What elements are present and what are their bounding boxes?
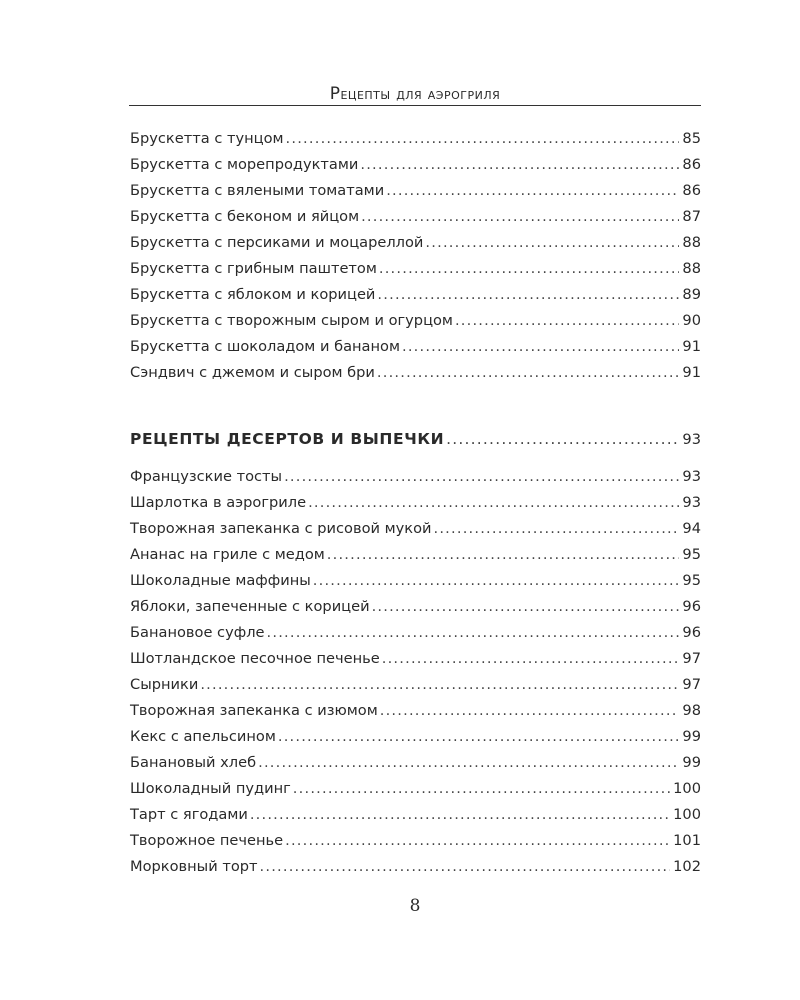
toc-entry[interactable] (130, 569, 701, 593)
dot-leader (377, 283, 679, 307)
dot-leader (386, 179, 679, 203)
dot-leader (267, 621, 680, 645)
toc-entry-title: Шоколадный пудинг (130, 780, 291, 797)
toc-entry-title: Творожное печенье (130, 832, 284, 849)
toc-entry-page: 99 (682, 728, 701, 745)
toc-entry[interactable] (130, 231, 701, 255)
dot-leader (258, 751, 679, 775)
toc-entry-page: 95 (682, 546, 701, 563)
toc-entry[interactable] (130, 647, 701, 671)
toc-entry-page: 89 (682, 286, 701, 303)
toc-entry[interactable] (130, 491, 701, 515)
dot-leader (434, 517, 680, 541)
running-head-initial: Р (329, 84, 341, 104)
toc-entry-title: Кекс с апельсином (130, 728, 276, 745)
toc-entry-title: Сырники (130, 676, 199, 693)
toc-entry-page: 95 (682, 572, 701, 589)
toc-entry-title: Тарт с ягодами (130, 806, 248, 823)
toc-entry-title: Брускетта с персиками и моцареллой (130, 234, 424, 251)
toc-entry-title: Брускетта с грибным паштетом (130, 260, 377, 277)
toc-entry-page: 93 (682, 468, 701, 485)
toc-entry[interactable] (130, 855, 701, 879)
dot-leader (308, 491, 679, 515)
dot-leader (286, 127, 680, 151)
header-rule (129, 105, 701, 106)
toc-entry-title: Морковный торт (130, 858, 258, 875)
toc-entry-title: Брускетта с творожным сыром и огурцом (130, 312, 453, 329)
toc-entry-page: 86 (682, 156, 701, 173)
toc-entry[interactable] (130, 751, 701, 775)
toc-entry-title: Сэндвич с джемом и сыром бри (130, 364, 375, 381)
toc-entry-page: 100 (673, 806, 701, 823)
toc-entry-page: 94 (682, 520, 701, 537)
dot-leader (278, 725, 680, 749)
toc-entry[interactable] (130, 673, 701, 697)
toc-entry-title: Шотландское песочное печенье (130, 650, 380, 667)
dot-leader (327, 543, 680, 567)
toc-entry[interactable] (130, 205, 701, 229)
toc-entry-page: 88 (682, 234, 701, 251)
toc-entry[interactable] (130, 803, 701, 827)
toc-entry-title: Брускетта с шоколадом и бананом (130, 338, 400, 355)
toc-entry[interactable] (130, 127, 701, 151)
toc-entry-page: 85 (682, 130, 701, 147)
dot-leader (382, 647, 680, 671)
toc-entry-page: 93 (682, 494, 701, 511)
toc-entry[interactable] (130, 153, 701, 177)
toc-entry[interactable] (130, 465, 701, 489)
toc-entry[interactable] (130, 361, 701, 385)
toc-entry-title: Банановый хлеб (130, 754, 257, 771)
dot-leader (260, 855, 671, 879)
toc-entry-page: 91 (682, 338, 701, 355)
toc-entry[interactable] (130, 283, 701, 307)
toc-entry-page: 100 (673, 780, 701, 797)
toc-entry-title: Шоколадные маффины (130, 572, 311, 589)
toc-entry-page: 96 (682, 598, 701, 615)
toc-entry-title: Брускетта с беконом и яйцом (130, 208, 360, 225)
dot-leader (313, 569, 680, 593)
toc-entry-title: Ананас на гриле с медом (130, 546, 325, 563)
toc-entry[interactable] (130, 543, 701, 567)
toc-entry-page: 101 (673, 832, 701, 849)
toc-entry[interactable] (130, 777, 701, 801)
dot-leader (360, 153, 679, 177)
running-head (129, 84, 701, 104)
dot-leader (200, 673, 679, 697)
dot-leader (446, 427, 679, 451)
dot-leader (377, 361, 680, 385)
dot-leader (425, 231, 679, 255)
toc-entry-title: Творожная запеканка с изюмом (130, 702, 378, 719)
page-number: 8 (409, 896, 421, 916)
toc-entry[interactable] (130, 829, 701, 853)
toc-entry-page: 102 (673, 858, 701, 875)
toc-section-title: РЕЦЕПТЫ ДЕСЕРТОВ И ВЫПЕЧКИ (130, 430, 445, 448)
toc-entry-page: 98 (682, 702, 701, 719)
dot-leader (250, 803, 670, 827)
running-head-text: ецепты для аэрогриля (340, 84, 501, 103)
dot-leader (293, 777, 670, 801)
toc-entry[interactable] (130, 179, 701, 203)
toc-entry-title: Брускетта с морепродуктами (130, 156, 359, 173)
toc-entry-page: 97 (682, 650, 701, 667)
toc-entry-title: Творожная запеканка с рисовой мукой (130, 520, 432, 537)
dot-leader (379, 257, 680, 281)
toc-entry-page: 99 (682, 754, 701, 771)
dot-leader (455, 309, 679, 333)
toc-entry-page: 91 (682, 364, 701, 381)
toc-entry-title: Шарлотка в аэрогриле (130, 494, 307, 511)
toc-entry[interactable] (130, 595, 701, 619)
toc-entry[interactable] (130, 699, 701, 723)
toc-entry-title: Яблоки, запеченные с корицей (130, 598, 370, 615)
dot-leader (380, 699, 680, 723)
dot-leader (285, 829, 670, 853)
toc-entry[interactable] (130, 725, 701, 749)
toc-section-page: 93 (682, 431, 701, 448)
toc-entry-page: 97 (682, 676, 701, 693)
toc-entry-page: 90 (682, 312, 701, 329)
toc-entry-title: Брускетта с вялеными томатами (130, 182, 385, 199)
toc-entry[interactable] (130, 257, 701, 281)
toc-section-heading[interactable] (130, 427, 701, 451)
toc-entry-title: Брускетта с тунцом (130, 130, 284, 147)
toc-entry-page: 96 (682, 624, 701, 641)
toc-entry[interactable] (130, 621, 701, 645)
toc-entry[interactable] (130, 335, 701, 359)
toc-entry[interactable] (130, 309, 701, 333)
dot-leader (372, 595, 680, 619)
toc-entry-page: 88 (682, 260, 701, 277)
toc-entry-page: 86 (682, 182, 701, 199)
toc-entry-title: Французские тосты (130, 468, 283, 485)
toc-entry-title: Банановое суфле (130, 624, 265, 641)
dot-leader (284, 465, 679, 489)
toc-entry-page: 87 (682, 208, 701, 225)
dot-leader (402, 335, 679, 359)
toc-entry-title: Брускетта с яблоком и корицей (130, 286, 376, 303)
dot-leader (361, 205, 679, 229)
toc-entry[interactable] (130, 517, 701, 541)
